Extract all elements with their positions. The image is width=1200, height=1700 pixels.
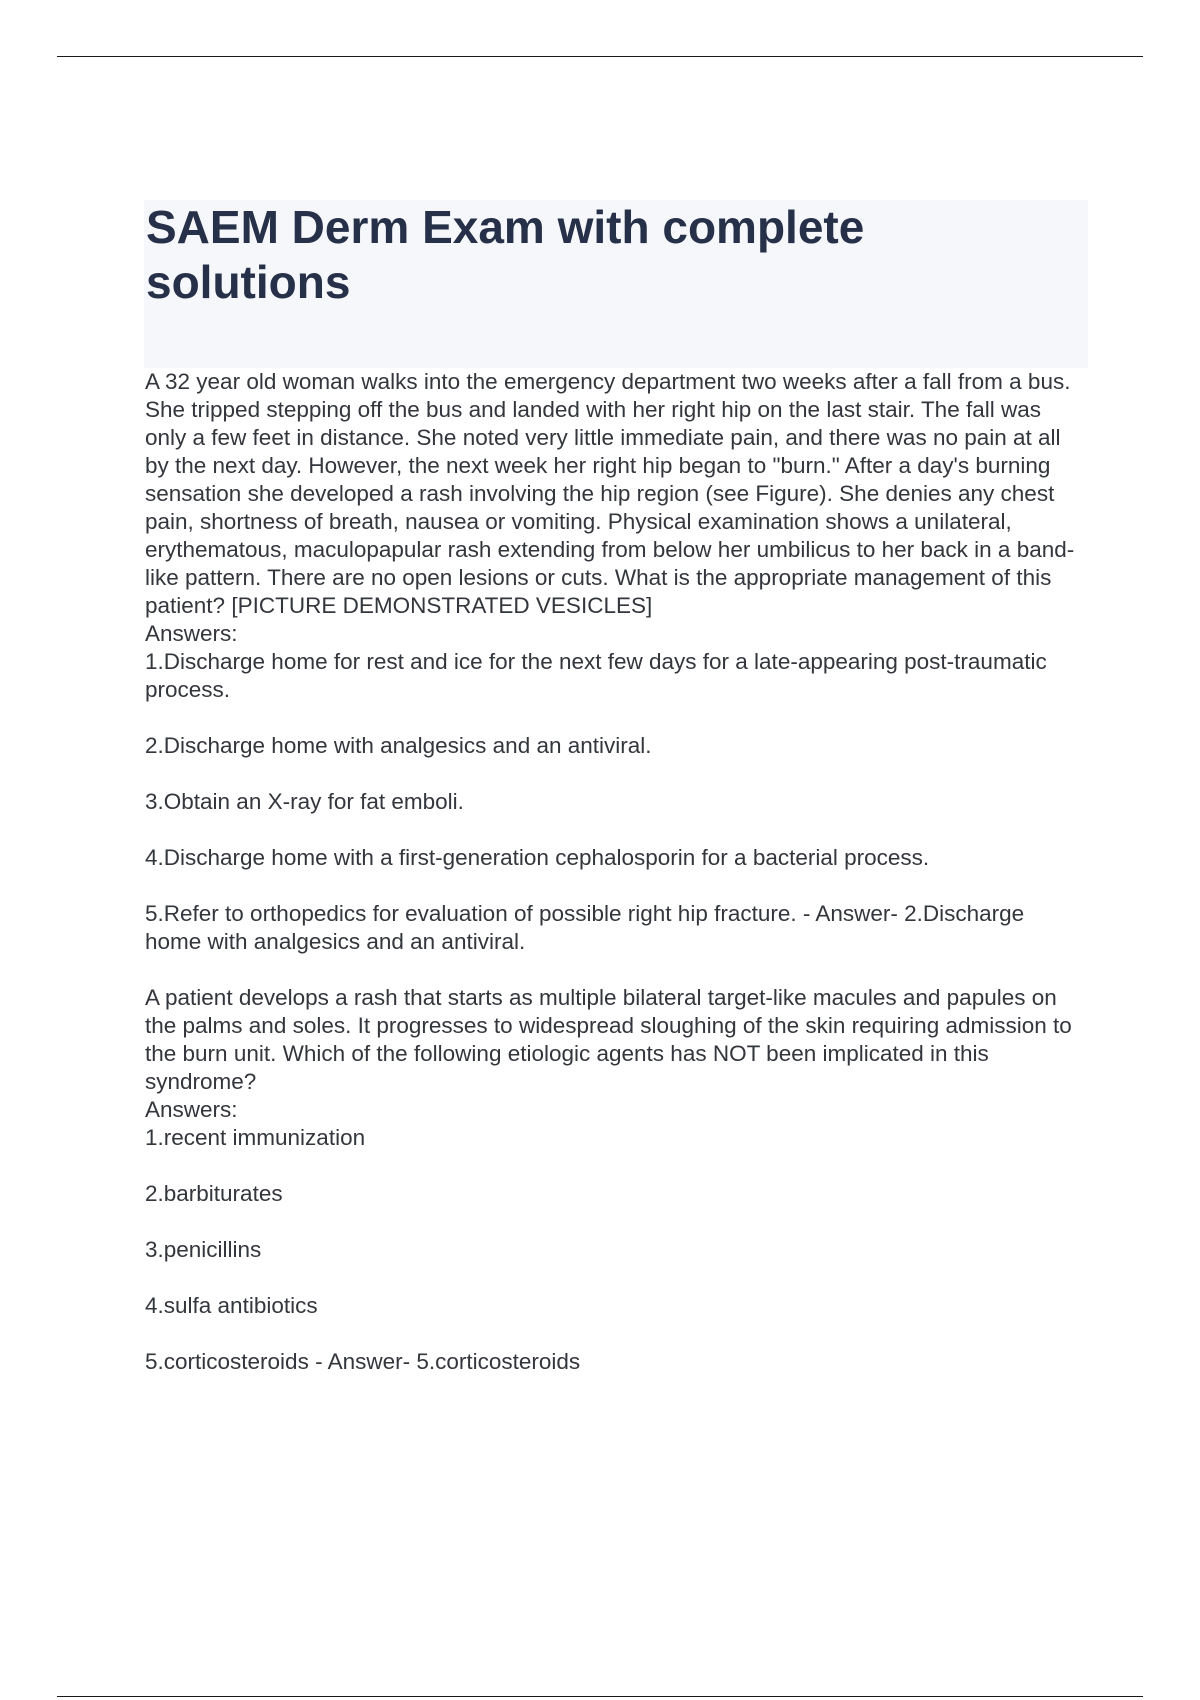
question-2 — [145, 984, 1085, 1376]
question-1 — [145, 368, 1085, 956]
answer-option: 4.Discharge home with a first-generation cephalosporin for a bacterial process. — [145, 845, 930, 870]
top-divider — [57, 56, 1143, 57]
answer-option: 5.corticosteroids - Answer- 5.corticosteroids — [145, 1349, 581, 1374]
answer-option: 3.Obtain an X-ray for fat emboli. — [145, 789, 464, 814]
answer-option: 2.barbiturates — [145, 1181, 283, 1206]
answer-option: 2.Discharge home with analgesics and an antiviral. — [145, 733, 652, 758]
answer-option: 1.recent immunization — [145, 1125, 366, 1150]
bottom-divider — [57, 1696, 1143, 1697]
answers-label: Answers: — [145, 621, 238, 646]
answers-label: Answers: — [145, 1097, 238, 1122]
title-block — [144, 200, 1088, 368]
answer-option: 3.penicillins — [145, 1237, 262, 1262]
question-text: A 32 year old woman walks into the emergency department two weeks after a fall from a bus. She tripped stepping off the bus and landed with her right hip on the last stair. The fall was only a few feet in distance. She noted very little immediate pain, and there was no pain at all by the next day. However, the next week her right hip began to "burn." After a day's burning sensation she developed a rash involving the hip region (see Figure). She denies any chest pain, shortness of breath, nausea or vomiting. Physical examination shows a unilateral, erythematous, maculopapular rash extending from below her umbilicus to her back in a band-like pattern. There are no open lesions or cuts. What is the appropriate management of this patient? [PICTURE DEMONSTRATED VESICLES] — [145, 369, 1075, 618]
document-body — [145, 368, 1085, 1376]
answer-option: 1.Discharge home for rest and ice for the next few days for a late-appearing post-traumatic process. — [145, 649, 1047, 702]
answer-option: 4.sulfa antibiotics — [145, 1293, 318, 1318]
question-text: A patient develops a rash that starts as multiple bilateral target-like macules and papules on the palms and soles. It progresses to widespread sloughing of the skin requiring admission to the burn unit. Which of the following etiologic agents has NOT been implicated in this syndrome? — [145, 985, 1072, 1094]
answer-option: 5.Refer to orthopedics for evaluation of possible right hip fracture. - Answer- 2.Discharge home with analgesics and an antiviral. — [145, 901, 1025, 954]
document-title: SAEM Derm Exam with complete solutions — [146, 201, 865, 308]
